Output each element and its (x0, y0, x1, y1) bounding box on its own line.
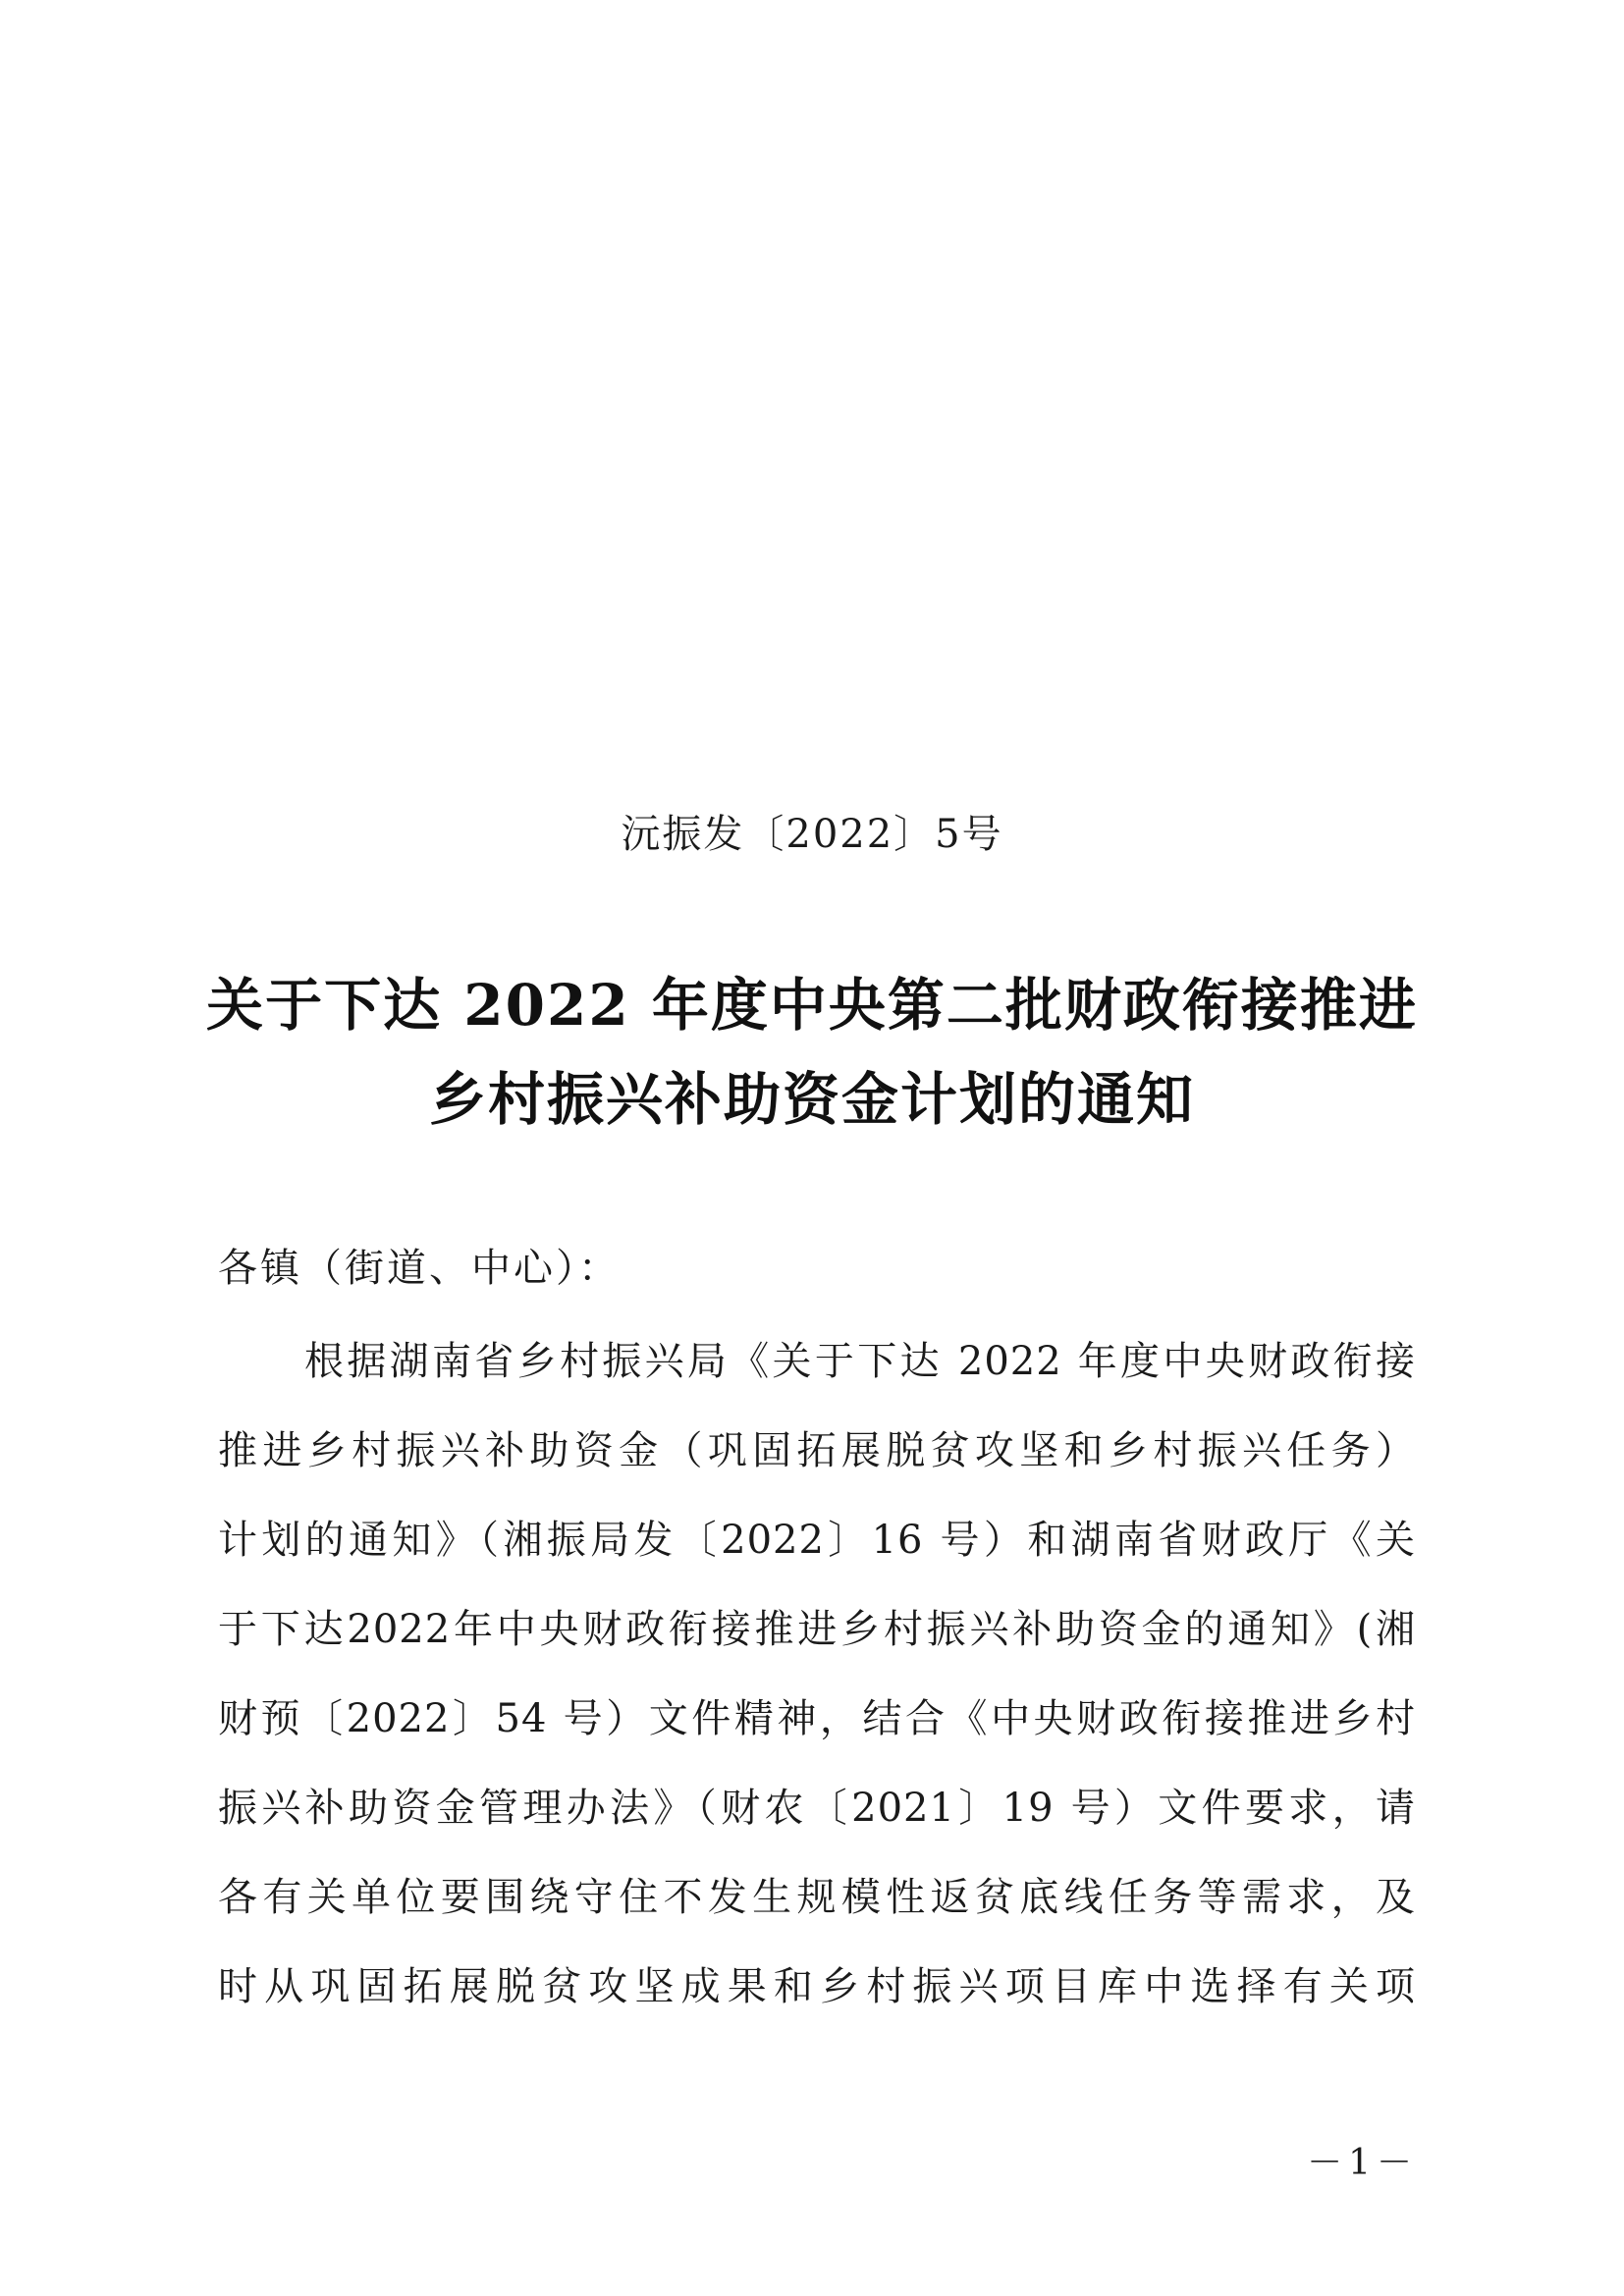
body-line: 计划的通知》（湘振局发〔2022〕16 号）和湖南省财政厅《关 (218, 1518, 1416, 1563)
body-line: 根据湖南省乡村振兴局《关于下达 2022 年度中央财政衔接 (304, 1339, 1416, 1384)
salutation: 各镇（街道、中心）： (218, 1246, 621, 1291)
body-line: 于下达2022年中央财政衔接推进乡村振兴补助资金的通知》(湘 (218, 1607, 1416, 1652)
body-line: 推进乡村振兴补助资金（巩固拓展脱贫攻坚和乡村振兴任务） (218, 1428, 1416, 1473)
title-line: 乡村振兴补助资金计划的通知 (428, 1066, 1195, 1133)
document-number: 沅振发〔2022〕5号 (621, 812, 1003, 857)
body-line: 振兴补助资金管理办法》（财农〔2021〕19 号）文件要求，请 (218, 1786, 1416, 1831)
body-line: 时从巩固拓展脱贫攻坚成果和乡村振兴项目库中选择有关项 (218, 1964, 1416, 2009)
title-line: 关于下达 2022 年度中央第二批财政衔接推进 (206, 972, 1418, 1039)
body-paragraph (218, 1317, 1416, 2032)
page-number: －1－ (1307, 2143, 1418, 2183)
document-title (196, 958, 1428, 1147)
body-line: 各有关单位要围绕守住不发生规模性返贫底线任务等需求，及 (218, 1875, 1416, 1920)
body-line: 财预〔2022〕54 号）文件精神，结合《中央财政衔接推进乡村 (218, 1696, 1416, 1741)
